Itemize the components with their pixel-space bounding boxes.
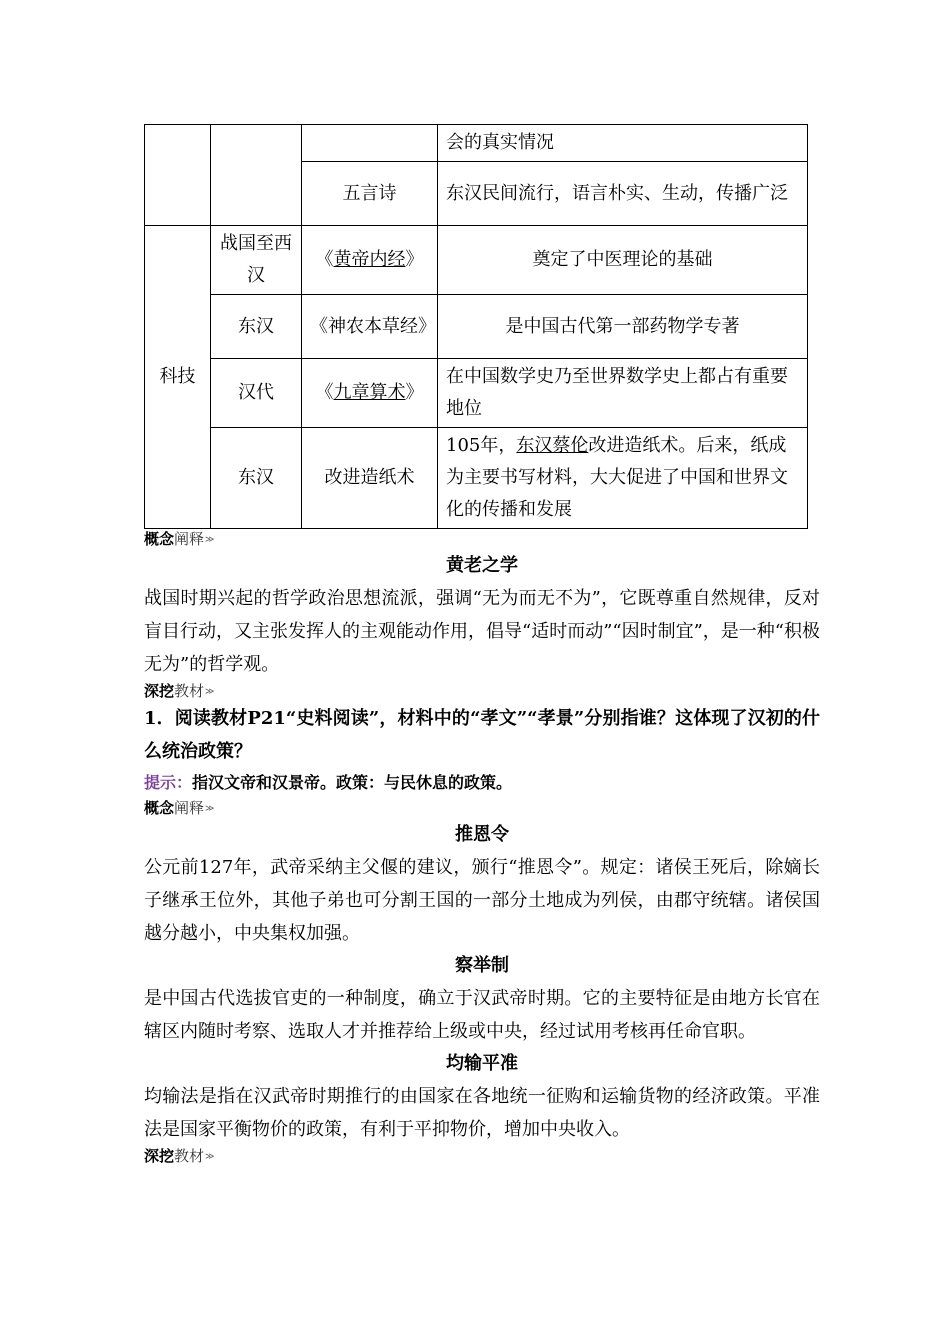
table-cell-content: 在中国数学史乃至世界数学史上都占有重要地位 (438, 359, 808, 428)
table-cell-item: 五言诗 (302, 162, 438, 226)
table-cell-content: 会的真实情况 (438, 125, 808, 162)
underlined-term: 东汉蔡伦 (516, 435, 589, 456)
table-row (145, 428, 808, 529)
table-row (145, 295, 808, 359)
table-cell-empty (302, 125, 438, 162)
table-cell-category: 科技 (145, 226, 211, 529)
table-cell-content: 东汉民间流行，语言朴实、生动，传播广泛 (438, 162, 808, 226)
table-cell-empty (145, 125, 211, 226)
paragraph: 是中国古代选拔官吏的一种制度，确立于汉武帝时期。它的主要特征是由地方长官在辖区内随时考察、选取人才并推荐给上级或中央，经过试用考核再任命官职。 (144, 988, 820, 1042)
paragraph: 战国时期兴起的哲学政治思想流派，强调“无为而无不为”，它既尊重自然规律，反对盲目行动，又主张发挥人的主观能动作用，倡导“适时而动”“因时制宜”，是一种“积极无为”的哲学观。 (144, 588, 821, 675)
chevron-down-icon: ≫ (205, 1152, 215, 1162)
underlined-term: 黄帝内经 (333, 249, 406, 270)
concept-tag: 概念阐释≫ (144, 530, 215, 548)
culture-science-table (144, 124, 808, 529)
paragraph: 公元前127年，武帝采纳主父偃的建议，颁行“推恩令”。规定：诸侯王死后，除嫡长子继承王位外，其他子弟也可分割王国的一部分土地成为列侯，由郡守统辖。诸侯国越分越小，中央集权加强。 (144, 857, 820, 944)
table-cell-content: 是中国古代第一部药物学专著 (438, 295, 808, 359)
table-cell-period: 东汉 (211, 295, 302, 359)
section-title: 推恩令 (455, 824, 509, 845)
table-cell-item: 《九章算术》 (302, 359, 438, 428)
table-cell-period: 战国至西汉 (211, 226, 302, 295)
paragraph: 均输法是指在汉武帝时期推行的由国家在各地统一征购和运输货物的经济政策。平准法是国家平衡物价的政策，有利于平抑物价，增加中央收入。 (144, 1086, 820, 1140)
dig-textbook-tag: 深挖教材≫ (144, 682, 215, 700)
question: 1．阅读教材P21“史料阅读”，材料中的“孝文”“孝景”分别指谁？这体现了汉初的什么统治政策？ (144, 708, 820, 762)
document-page (144, 124, 820, 1167)
table-cell-period: 汉代 (211, 359, 302, 428)
table-cell-content: 105年，东汉蔡伦改进造纸术。后来，纸成为主要书写材料，大大促进了中国和世界文化的传播和发展 (438, 428, 808, 529)
table-cell-item: 《黄帝内经》 (302, 226, 438, 295)
table-row (145, 226, 808, 295)
chevron-down-icon: ≫ (205, 535, 215, 545)
chevron-down-icon: ≫ (205, 687, 215, 697)
table-row (145, 125, 808, 162)
table-cell-period: 东汉 (211, 428, 302, 529)
table-cell-item: 改进造纸术 (302, 428, 438, 529)
hint: 提示：指汉文帝和汉景帝。政策：与民休息的政策。 (144, 773, 513, 792)
section-title: 察举制 (455, 955, 509, 976)
concept-tag: 概念阐释≫ (144, 799, 215, 817)
table-cell-empty (211, 125, 302, 226)
chevron-down-icon: ≫ (205, 804, 215, 814)
table-cell-content: 奠定了中医理论的基础 (438, 226, 808, 295)
dig-textbook-tag: 深挖教材≫ (144, 1147, 215, 1165)
table-cell-item: 《神农本草经》 (302, 295, 438, 359)
underlined-term: 九章算术 (333, 382, 406, 403)
section-title: 黄老之学 (446, 555, 518, 576)
table-row (145, 359, 808, 428)
section-title: 均输平准 (446, 1053, 518, 1074)
